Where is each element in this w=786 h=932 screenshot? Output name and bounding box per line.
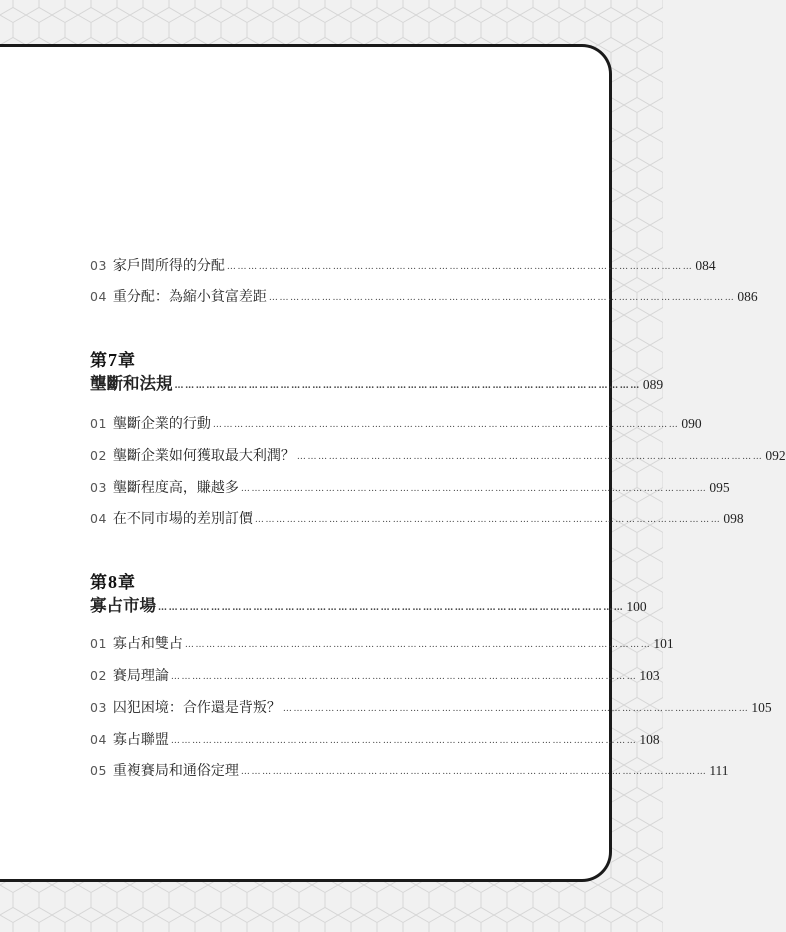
entry-page-number: 108: [639, 732, 660, 747]
entry-number: 03: [90, 700, 107, 715]
toc-entry[interactable]: [90, 759, 729, 783]
toc-entry[interactable]: [90, 254, 716, 278]
dot-leader: ……………………………………………………………………………………………………………………: [240, 484, 708, 494]
entry-number: 04: [90, 732, 107, 747]
entry-page-number: 103: [639, 668, 660, 683]
entry-number: 02: [90, 668, 107, 683]
entry-number: 02: [90, 448, 107, 463]
toc-entry[interactable]: [90, 476, 730, 500]
chapter-page-number: 100: [626, 599, 647, 614]
entry-page-number: 090: [681, 416, 702, 431]
entry-title: 重複賽局和通俗定理: [112, 763, 239, 779]
dot-leader: ……………………………………………………………………………………………………………………: [212, 420, 680, 430]
entry-title: 壟斷程度高，賺越多: [112, 480, 239, 496]
entry-title: 重分配：為縮小貧富差距: [112, 289, 267, 305]
chapter-title-row[interactable]: [90, 372, 664, 396]
entry-number: 05: [90, 763, 107, 778]
chapter-number: 8: [108, 572, 117, 592]
entry-number: 04: [90, 511, 107, 526]
entry-number: 01: [90, 416, 107, 431]
entry-page-number: 095: [709, 480, 730, 495]
entry-page-number: 084: [695, 258, 716, 273]
entry-page-number: 101: [653, 636, 674, 651]
dot-leader: ……………………………………………………………………………………………………………………: [254, 515, 722, 525]
chapter-title: 寡占市場: [90, 596, 156, 615]
dot-leader: ……………………………………………………………………………………………………………………: [296, 452, 764, 462]
entry-title: 在不同市場的差別訂價: [112, 511, 253, 527]
entry-number: 01: [90, 636, 107, 651]
dot-leader: ……………………………………………………………………………………………………………………: [184, 640, 652, 650]
entry-title: 家戶間所得的分配: [112, 258, 225, 274]
entry-page-number: 105: [751, 700, 772, 715]
dot-leader: ……………………………………………………………………………………………………………………: [268, 293, 736, 303]
dot-leader: ……………………………………………………………………………………………………………………: [170, 736, 638, 746]
entry-number: 04: [90, 289, 107, 304]
chapter-heading: [90, 572, 135, 594]
entry-page-number: 098: [723, 511, 744, 526]
chapter-heading: [90, 350, 135, 372]
chapter-prefix: 第: [90, 573, 107, 593]
entry-title: 壟斷企業如何獲取最大利潤？: [112, 448, 295, 464]
dot-leader: ……………………………………………………………………………………………………………………: [170, 672, 638, 682]
entry-title: 囚犯困境：合作還是背叛？: [112, 700, 281, 716]
toc-entry[interactable]: [90, 507, 744, 531]
entry-number: 03: [90, 258, 107, 273]
chapter-prefix: 第: [90, 351, 107, 371]
entry-title: 寡占和雙占: [112, 636, 183, 652]
entry-title: 賽局理論: [112, 668, 169, 684]
entry-page-number: 086: [737, 289, 758, 304]
chapter-suffix: 章: [118, 351, 135, 371]
toc-entry[interactable]: [90, 412, 702, 436]
dot-leader: ……………………………………………………………………………………………………………………: [174, 381, 641, 391]
entry-title: 壟斷企業的行動: [112, 416, 211, 432]
entry-title: 寡占聯盟: [112, 732, 169, 748]
dot-leader: ……………………………………………………………………………………………………………………: [282, 704, 750, 714]
chapter-page-number: 089: [642, 377, 664, 392]
toc-entry[interactable]: [90, 728, 660, 752]
chapter-suffix: 章: [118, 573, 135, 593]
chapter-title: 壟斷和法規: [90, 374, 173, 393]
chapter-number: 7: [108, 350, 117, 370]
entry-number: 03: [90, 480, 107, 495]
dot-leader: ……………………………………………………………………………………………………………………: [158, 603, 625, 613]
toc-entry[interactable]: [90, 285, 758, 309]
entry-page-number: 092: [765, 448, 786, 463]
entry-page-number: 111: [709, 763, 729, 778]
chapter-title-row[interactable]: [90, 594, 647, 618]
dot-leader: ……………………………………………………………………………………………………………………: [226, 262, 694, 272]
toc-entry[interactable]: [90, 444, 786, 468]
toc-entry[interactable]: [90, 664, 660, 688]
toc-entry[interactable]: [90, 632, 674, 656]
dot-leader: ……………………………………………………………………………………………………………………: [240, 767, 708, 777]
toc-entry[interactable]: [90, 696, 772, 720]
